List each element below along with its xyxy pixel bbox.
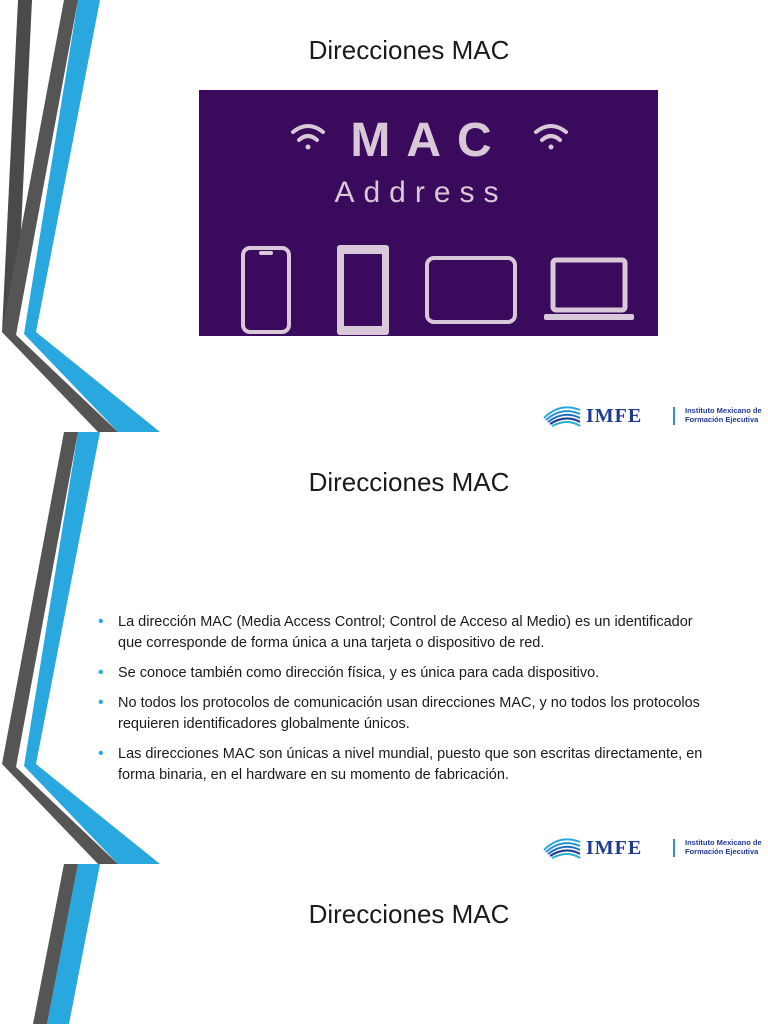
list-item xyxy=(98,744,708,786)
slide-1 xyxy=(0,0,768,432)
imfe-logo-subtitle xyxy=(685,406,768,424)
slide-title: Direcciones MAC xyxy=(308,35,510,65)
imfe-logo xyxy=(540,836,768,862)
bullet-icon: • xyxy=(98,613,104,630)
bullet-icon: • xyxy=(98,664,104,681)
bullet-icon: • xyxy=(98,694,104,711)
decorative-stripes xyxy=(0,864,170,1024)
tablet-landscape-icon xyxy=(427,258,515,322)
logo-line-2: Formación Ejecutiva xyxy=(685,415,759,424)
logo-line-2: Formación Ejecutiva xyxy=(685,847,759,856)
imfe-logo xyxy=(540,404,768,430)
imfe-logo-text: IMFE xyxy=(586,405,643,427)
logo-line-1: Instituto Mexicano de xyxy=(685,838,762,847)
bullet-text: Las direcciones MAC son únicas a nivel mundial, puesto que son escritas directamente, en forma binaria, en el hardware en su momento de fabricación. xyxy=(118,746,703,783)
bullet-text: No todos los protocolos de comunicación usan direcciones MAC, y no todos los protocolos requieren identificadores globalmente únicos. xyxy=(118,695,700,732)
slide-title: Direcciones MAC xyxy=(308,899,510,929)
smartphone-icon xyxy=(243,248,289,332)
tablet-icon xyxy=(337,245,389,335)
slide-title: Direcciones MAC xyxy=(308,467,510,497)
slide-3 xyxy=(0,864,768,1024)
mac-title-text: MAC xyxy=(350,114,508,167)
imfe-logo-subtitle xyxy=(685,838,768,856)
list-item xyxy=(98,693,708,735)
imfe-logo-mark-icon xyxy=(542,404,582,428)
mac-address-image xyxy=(199,90,658,336)
list-item xyxy=(98,612,708,654)
laptop-icon xyxy=(544,260,634,320)
mac-subtitle-text: Address xyxy=(334,176,508,209)
logo-divider xyxy=(673,407,675,425)
wifi-icon xyxy=(293,126,323,150)
bullet-icon: • xyxy=(98,745,104,762)
logo-divider xyxy=(673,839,675,857)
wifi-icon xyxy=(536,126,566,150)
imfe-logo-mark-icon xyxy=(542,836,582,860)
decorative-stripes xyxy=(0,0,170,432)
logo-line-1: Instituto Mexicano de xyxy=(685,406,762,415)
bullet-list xyxy=(98,612,708,795)
bullet-text: La dirección MAC (Media Access Control; Control de Acceso al Medio) es un identificador que corresponde de forma única a una tarjeta o dispositivo de red. xyxy=(118,614,693,651)
bullet-text: Se conoce también como dirección física, y es única para cada dispositivo. xyxy=(118,665,600,681)
imfe-logo-text: IMFE xyxy=(586,837,643,859)
slide-2 xyxy=(0,432,768,864)
list-item xyxy=(98,663,708,684)
